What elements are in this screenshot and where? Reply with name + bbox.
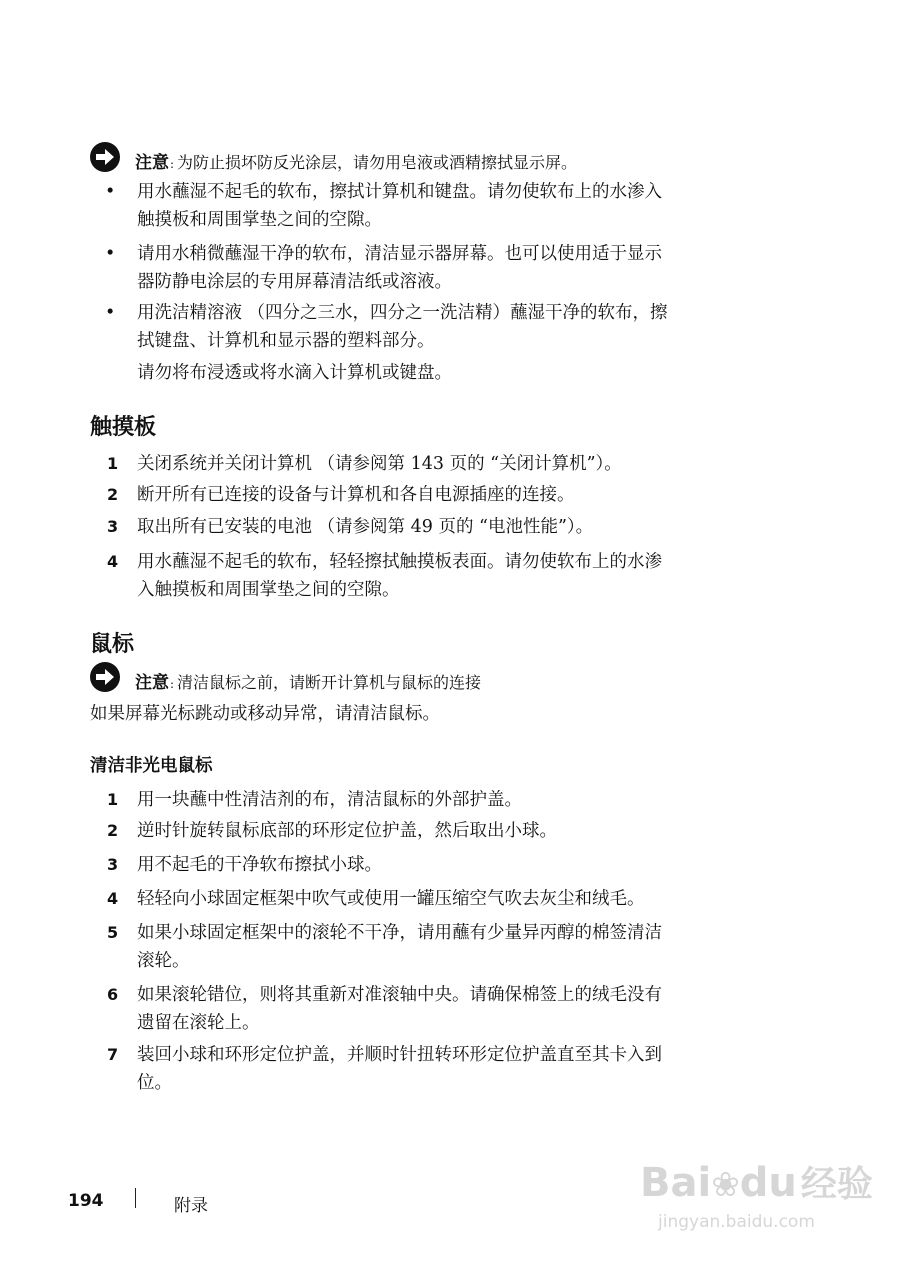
bullet-dot: • — [105, 244, 116, 264]
bullet-item-1: 用水蘸湿不起毛的软布，擦拭计算机和键盘。请勿使软布上的水渗入 触摸板和周围掌垫之间的空隙。 — [137, 182, 662, 230]
footer-divider — [135, 1188, 136, 1208]
mouse-step: 轻轻向小球固定框架中吹气或使用一罐压缩空气吹去灰尘和绒毛。 — [137, 889, 645, 909]
notice-1: 注意 : 为防止损坏防反光涂层，请勿用皂液或酒精擦拭显示屏。 — [135, 148, 577, 173]
bullet-item-3: 用洗洁精溶液 （四分之三水，四分之一洗洁精）蘸湿干净的软布，擦 拭键盘、计算机和显示器的塑料部分。 — [137, 303, 668, 351]
notice-text: 清洁鼠标之前，请断开计算机与鼠标的连接 — [177, 673, 482, 692]
touchpad-step: 取出所有已安装的电池 （请参阅第 49 页的 “电池性能”）。 — [137, 517, 594, 537]
touchpad-step: 关闭系统并关闭计算机 （请参阅第 143 页的 “关闭计算机”）。 — [137, 454, 622, 474]
touchpad-step: 断开所有已连接的设备与计算机和各自电源插座的连接。 — [137, 485, 575, 505]
mouse-step: 用一块蘸中性清洁剂的布，清洁鼠标的外部护盖。 — [137, 790, 522, 810]
notice-label: 注意 — [135, 153, 169, 173]
watermark-url: jingyan.baidu.com — [658, 1212, 815, 1232]
step-number: 5 — [107, 923, 119, 942]
step-number: 3 — [107, 517, 119, 536]
mouse-step: 装回小球和环形定位护盖，并顺时针扭转环形定位护盖直至其卡入到 位。 — [137, 1045, 662, 1093]
step-number: 1 — [107, 454, 119, 473]
mouse-intro: 如果屏幕光标跳动或移动异常，请清洁鼠标。 — [90, 704, 440, 724]
page-number: 194 — [68, 1191, 104, 1211]
notice-2: 注意 : 清洁鼠标之前，请断开计算机与鼠标的连接 — [135, 668, 481, 693]
mouse-step: 用不起毛的干净软布擦拭小球。 — [137, 855, 382, 875]
notice-icon — [90, 142, 120, 172]
notice-icon — [90, 662, 120, 692]
step-number: 4 — [107, 889, 119, 908]
mouse-step: 逆时针旋转鼠标底部的环形定位护盖，然后取出小球。 — [137, 821, 557, 841]
footer-section-title: 附录 — [174, 1196, 208, 1216]
step-number: 3 — [107, 855, 119, 874]
notice-label: 注意 — [135, 673, 169, 693]
step-number: 1 — [107, 790, 119, 809]
touchpad-step: 用水蘸湿不起毛的软布，轻轻擦拭触摸板表面。请勿使软布上的水渗 入触摸板和周围掌垫之间的空隙。 — [137, 552, 662, 600]
bullet-dot: • — [105, 303, 116, 323]
subheading-non-optical-mouse: 清洁非光电鼠标 — [90, 756, 213, 776]
section-heading-touchpad: 触摸板 — [90, 415, 157, 440]
section-heading-mouse: 鼠标 — [90, 632, 135, 657]
watermark-logo: Bai❀du 经验 — [640, 1160, 873, 1206]
step-number: 2 — [107, 821, 119, 840]
mouse-step: 如果小球固定框架中的滚轮不干净，请用蘸有少量异丙醇的棉签清洁 滚轮。 — [137, 923, 662, 971]
notice-text: 为防止损坏防反光涂层，请勿用皂液或酒精擦拭显示屏。 — [177, 153, 578, 172]
step-number: 7 — [107, 1045, 119, 1064]
mouse-step: 如果滚轮错位，则将其重新对准滚轴中央。请确保棉签上的绒毛没有 遗留在滚轮上。 — [137, 985, 662, 1033]
step-number: 2 — [107, 485, 119, 504]
bullet-item-2: 请用水稍微蘸湿干净的软布，清洁显示器屏幕。也可以使用适于显示 器防静电涂层的专用屏幕清洁纸或溶液。 — [137, 244, 662, 292]
step-number: 4 — [107, 552, 119, 571]
bullet-note: 请勿将布浸透或将水滴入计算机或键盘。 — [137, 363, 452, 383]
bullet-dot: • — [105, 182, 116, 202]
paw-icon: ❀ — [711, 1165, 740, 1205]
step-number: 6 — [107, 985, 119, 1004]
